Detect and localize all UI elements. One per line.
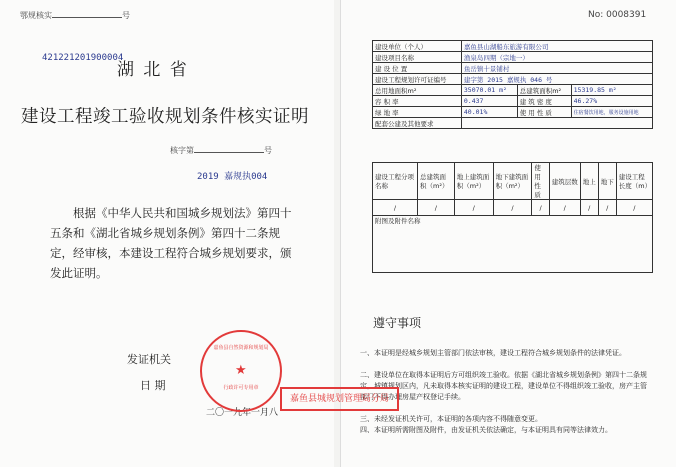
green-value: 40.01% <box>461 107 517 118</box>
slash-cell: / <box>549 200 580 216</box>
slash-cell: / <box>454 200 493 216</box>
seal-text: 嘉鱼县自然资源和规划局 <box>213 345 269 351</box>
issuer-label: 发证机关 <box>127 353 171 366</box>
notice-item: 四、本证明所需附图及附件，由发证机关依法确定，与本证明具有同等法律效力。 <box>360 426 612 434</box>
attachments-row: 附图及附件名称 <box>373 216 653 273</box>
row-value: 鱼岳镇十景铺村 <box>461 63 652 74</box>
slash-cell: / <box>598 200 616 216</box>
col-header: 使用性质 <box>532 163 549 200</box>
use-value: 住宿餐饮用地，服务设施用地 <box>571 107 652 118</box>
ref-label: 核字第 号 <box>170 146 272 155</box>
green-label: 绿 地 率 <box>373 107 462 118</box>
slash-cell: / <box>418 200 455 216</box>
row-label: 建设工程规划许可证编号 <box>373 74 462 85</box>
row-value: 渔泉岛四期（宗地一） <box>461 52 652 63</box>
row-value: 建字第 2015 嘉规执 046 号 <box>461 74 652 85</box>
col-header: 地下建筑面积（m²） <box>493 163 532 200</box>
slash-cell: / <box>493 200 532 216</box>
date-value: 二〇一九年一月八 <box>206 408 279 418</box>
notice-item: 二、建设单位在取得本证明后方可组织竣工验收。依据《湖北省城乡规划条例》第四十二条规定，城镇规划区内，凡未取得本核实证明的建设工程，建设单位不得组织竣工验收，房产主管部门不得办理房屋产权登记手续。 <box>360 371 647 401</box>
seal-star-icon: ★ <box>235 363 247 378</box>
row-label: 建 设 位 置 <box>373 63 462 74</box>
col-header: 地上 <box>580 163 598 200</box>
top-label: 鄂规核实 号 <box>20 11 130 20</box>
area-value: 35070.01 m² <box>461 85 517 96</box>
notice-title: 遵守事项 <box>373 316 422 330</box>
facility-value <box>461 118 652 129</box>
notice-item: 三、未经发证机关许可，本证明的各项内容不得随意变更。 <box>360 415 542 423</box>
col-header: 地下 <box>598 163 616 200</box>
density-value: 46.27% <box>571 96 652 107</box>
facility-label: 配套公建及其他要求 <box>373 118 462 129</box>
info-table <box>372 40 653 129</box>
rect-seal: 嘉鱼县城规划管理局分局 <box>280 387 399 411</box>
notice-item: 一、本证明是经城乡规划主管部门依法审核，建设工程符合城乡规划条件的法律凭证。 <box>360 349 626 357</box>
ref-handwritten: 2019 嘉规执004 <box>197 172 268 182</box>
body-text: 根据《中华人民共和国城乡规划法》第四十五条和《湖北省城乡规划条例》第四十二条规定，经审核，本建设工程符合城乡规划要求，颁发此证明。 <box>50 206 292 280</box>
build-area-value: 15319.85 m² <box>571 85 652 96</box>
area-label: 总用地面积m² <box>373 85 462 96</box>
far-label: 容 积 率 <box>373 96 462 107</box>
official-round-seal <box>200 330 282 412</box>
col-header: 建筑层数 <box>549 163 580 200</box>
row-value: 嘉鱼县山湖船东旅游有限公司 <box>461 41 652 52</box>
slash-cell: / <box>532 200 549 216</box>
date-label: 日 期 <box>140 379 166 392</box>
row-label: 建设项目名称 <box>373 52 462 63</box>
col-header: 地上建筑面积（m²） <box>454 163 493 200</box>
col-header: 总建筑面积（m²） <box>418 163 455 200</box>
slash-cell: / <box>580 200 598 216</box>
slash-cell: / <box>373 200 418 216</box>
certificate-number: No: 0008391 <box>588 10 647 20</box>
province: 湖 北 省 <box>117 60 189 80</box>
col-header: 建设工程长度（m） <box>616 163 652 200</box>
slash-cell: / <box>616 200 652 216</box>
col-header: 建设工程分项名称 <box>373 163 418 200</box>
use-label: 使 用 性 质 <box>517 107 571 118</box>
certificate-title: 建设工程竣工验收规划条件核实证明 <box>21 107 309 127</box>
serial-handwritten: 421221201900004 <box>42 53 124 63</box>
project-table <box>372 162 653 273</box>
seal-subtext: 行政许可专用章 <box>223 385 259 391</box>
density-label: 建 筑 密 度 <box>517 96 571 107</box>
far-value: 0.437 <box>461 96 517 107</box>
build-area-label: 总建筑面积m² <box>517 85 571 96</box>
row-label: 建设单位（个人） <box>373 41 462 52</box>
